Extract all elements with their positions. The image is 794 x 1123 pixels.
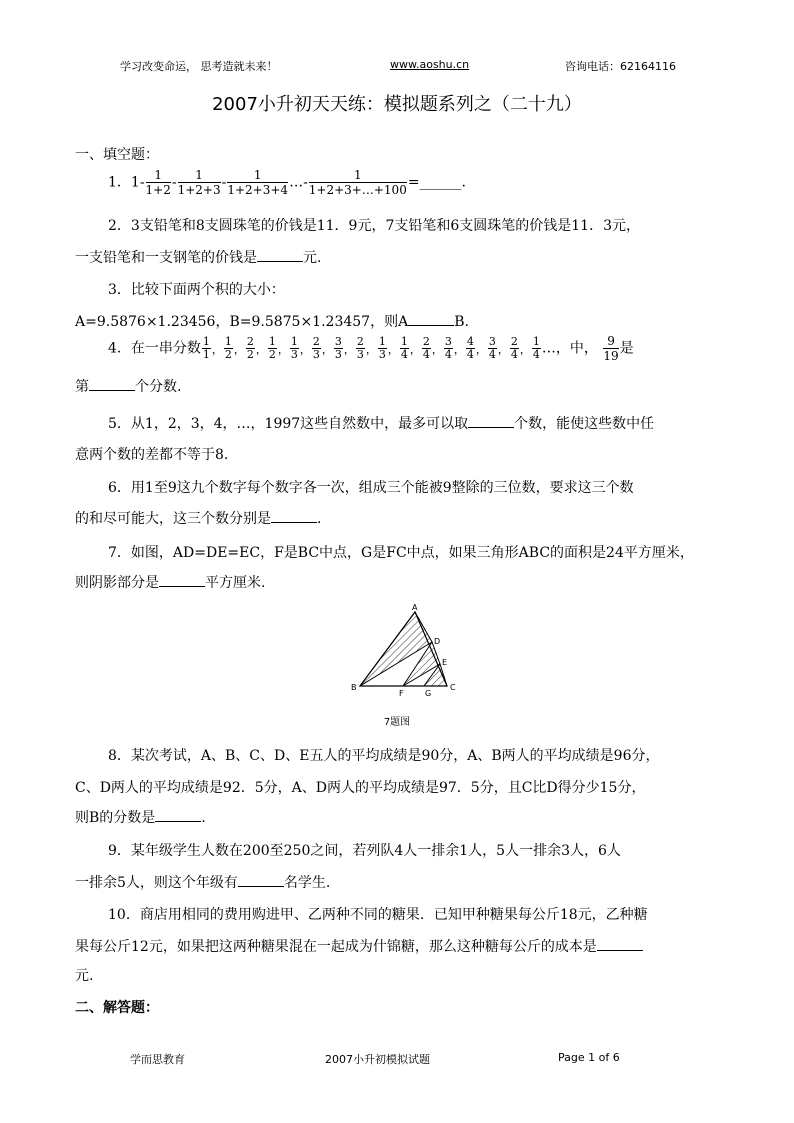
answer-blank bbox=[271, 510, 317, 523]
q4-sequence-fraction: $\frac{2}{3}$ bbox=[312, 335, 320, 361]
q4-sequence-fraction: $\frac{3}{3}$ bbox=[334, 335, 342, 361]
q4-sequence-fraction: $\frac{3}{4}$ bbox=[444, 335, 452, 361]
answer-blank bbox=[238, 874, 284, 887]
label-B: B bbox=[351, 683, 357, 692]
q4-sequence-fraction: $\frac{2}{4}$ bbox=[422, 335, 430, 361]
label-G: G bbox=[425, 689, 432, 698]
question-10-line-3: 元. bbox=[75, 968, 94, 984]
q4-sequence-fraction: $\frac{1}{2}$ bbox=[224, 335, 232, 361]
q1-fraction-1: $\frac{1}{1+2}$ bbox=[145, 168, 171, 197]
question-3-line-2: A=9.5876×1.23456，B=9.5875×1.23457，则A B. bbox=[75, 314, 469, 330]
question-5-line-2: 意两个数的差都不等于8. bbox=[75, 447, 229, 463]
label-F: F bbox=[399, 689, 404, 698]
q4-target-fraction: $\frac{9}{19}$ bbox=[603, 334, 619, 363]
question-10-line-2: 果每公斤12元，如果把这两种糖果混在一起成为什锦糖，那么这种糖每公斤的成本是 bbox=[75, 936, 643, 956]
header-phone: 咨询电话：62164116 bbox=[565, 60, 676, 73]
question-8-line-3: 则B的分数是 . bbox=[75, 810, 206, 826]
label-A: A bbox=[412, 603, 418, 612]
question-8-line-2: C、D两人的平均成绩是92．5分，A、D两人的平均成绩是97．5分，且C比D得分少15分， bbox=[75, 780, 646, 796]
q1-fraction-2: $\frac{1}{1+2+3}$ bbox=[177, 168, 221, 197]
figure-caption: 7题图 bbox=[383, 717, 411, 728]
question-4-line-1: 4．在一串分数 $\frac{1}{1}$ ， $\frac{1}{2}$ ， $\frac{2}{2}$ ， $\frac{1}{2}$ ， $\frac{1}{3}$ ， $\frac{2}{3}$ ， $\frac{3}{3}$ ， $\frac{2}{3}$ ， $\frac{1}{3}$ ， $\frac{1}{4}$ ， $\frac{2}{4}$ ， $\frac{3}{4}$ ， $\frac{4}{4}$ ， $\frac{3}{4}$ ， $\frac{2}{4}$ ， $\frac{1}{4}$ …，中， $\frac{9}{19}$ 是 bbox=[108, 334, 634, 363]
question-10-line-1: 10．商店用相同的费用购进甲、乙两种不同的糖果．已知甲种糖果每公斤18元，乙种糖 bbox=[108, 907, 648, 923]
answer-blank bbox=[468, 415, 514, 428]
question-3-line-1: 3．比较下面两个积的大小： bbox=[108, 282, 285, 298]
answer-blank bbox=[597, 938, 643, 951]
question-9-line-1: 9．某年级学生人数在200至250之间，若列队4人一排余1人，5人一排余3人，6人 bbox=[108, 843, 621, 859]
q1-fraction-3: $\frac{1}{1+2+3+4}$ bbox=[227, 168, 289, 197]
header-slogan: 学习改变命运， 思考造就未来！ bbox=[120, 60, 278, 73]
section-fill-in-title: 一、填空题： bbox=[75, 147, 159, 163]
question-2-line-2: 一支铅笔和一支钢笔的价钱是 元. bbox=[75, 250, 322, 266]
answer-blank bbox=[159, 574, 205, 587]
question-4-line-2: 第 个分数. bbox=[75, 379, 182, 395]
q4-sequence-fraction: $\frac{1}{3}$ bbox=[290, 335, 298, 361]
label-E: E bbox=[442, 658, 448, 667]
q4-sequence-fraction: $\frac{1}{3}$ bbox=[378, 335, 386, 361]
q1-prefix: 1．1- bbox=[108, 174, 145, 191]
q1-fraction-4: $\frac{1}{1+2+3+\dots+100}$ bbox=[308, 168, 407, 197]
question-5-line-1: 5．从1，2，3，4，…，1997这些自然数中，最多可以取 个数，能使这些数中任 bbox=[108, 416, 655, 432]
question-6-line-2: 的和尽可能大，这三个数分别是 . bbox=[75, 511, 322, 527]
q4-sequence-fraction: $\frac{4}{4}$ bbox=[466, 335, 474, 361]
q4-fraction-sequence: $\frac{1}{1}$ ， $\frac{1}{2}$ ， $\frac{2}{2}$ ， $\frac{1}{2}$ ， $\frac{1}{3}$ ， $\frac{2}{3}$ ， $\frac{3}{3}$ ， $\frac{2}{3}$ ， $\frac{1}{3}$ ， $\frac{1}{4}$ ， $\frac{2}{4}$ ， $\frac{3}{4}$ ， $\frac{4}{4}$ ， $\frac{3}{4}$ ， $\frac{2}{4}$ ， $\frac{1}{4}$ bbox=[202, 335, 540, 361]
question-9-line-2: 一排余5人，则这个年级有 名学生. bbox=[75, 875, 331, 891]
q4-sequence-fraction: $\frac{3}{4}$ bbox=[488, 335, 496, 361]
question-2-line-1: 2．3支铅笔和8支圆珠笔的价钱是11．9元，7支铅笔和6支圆珠笔的价钱是11．3元， bbox=[108, 218, 640, 234]
answer-blank bbox=[155, 809, 201, 822]
footer-left: 学而思教育 bbox=[130, 1053, 185, 1066]
answer-blank bbox=[408, 313, 454, 326]
header-website-link[interactable]: www.aoshu.cn bbox=[390, 58, 470, 71]
answer-blank bbox=[89, 378, 135, 391]
q4-sequence-fraction: $\frac{2}{2}$ bbox=[246, 335, 254, 361]
q4-sequence-fraction: $\frac{1}{1}$ bbox=[202, 335, 210, 361]
q4-sequence-fraction: $\frac{1}{4}$ bbox=[532, 335, 540, 361]
question-7-line-1: 7．如图，AD=DE=EC，F是BC中点，G是FC中点，如果三角形ABC的面积是24平方厘米， bbox=[108, 545, 694, 561]
footer-center: 2007小升初模拟试题 bbox=[325, 1053, 430, 1066]
section-answer-title: 二、解答题： bbox=[75, 1000, 159, 1016]
label-C: C bbox=[450, 683, 456, 692]
answer-blank bbox=[257, 249, 303, 262]
question-6-line-1: 6．用1至9这九个数字每个数字各一次，组成三个能被9整除的三位数，要求这三个数 bbox=[108, 480, 634, 496]
page-title: 2007小升初天天练：模拟题系列之（二十九） bbox=[212, 94, 582, 115]
question-1: 1．1- $\frac{1}{1+2}$ - $\frac{1}{1+2+3}$ - $\frac{1}{1+2+3+4}$ …- $\frac{1}{1+2+3+\dots+100}$ =______. bbox=[108, 168, 467, 197]
question-8-line-1: 8．某次考试，A、B、C、D、E五人的平均成绩是90分，A、B两人的平均成绩是96分， bbox=[108, 748, 660, 764]
footer-page-number: Page 1 of 6 bbox=[558, 1051, 620, 1064]
q4-sequence-fraction: $\frac{2}{4}$ bbox=[510, 335, 518, 361]
q4-sequence-fraction: $\frac{1}{2}$ bbox=[268, 335, 276, 361]
question-7-line-2: 则阴影部分是 平方厘米. bbox=[75, 575, 266, 591]
q4-sequence-fraction: $\frac{2}{3}$ bbox=[356, 335, 364, 361]
triangle-figure bbox=[340, 600, 470, 700]
q1-suffix: =______. bbox=[407, 174, 467, 191]
label-D: D bbox=[434, 637, 441, 646]
q4-sequence-fraction: $\frac{1}{4}$ bbox=[400, 335, 408, 361]
